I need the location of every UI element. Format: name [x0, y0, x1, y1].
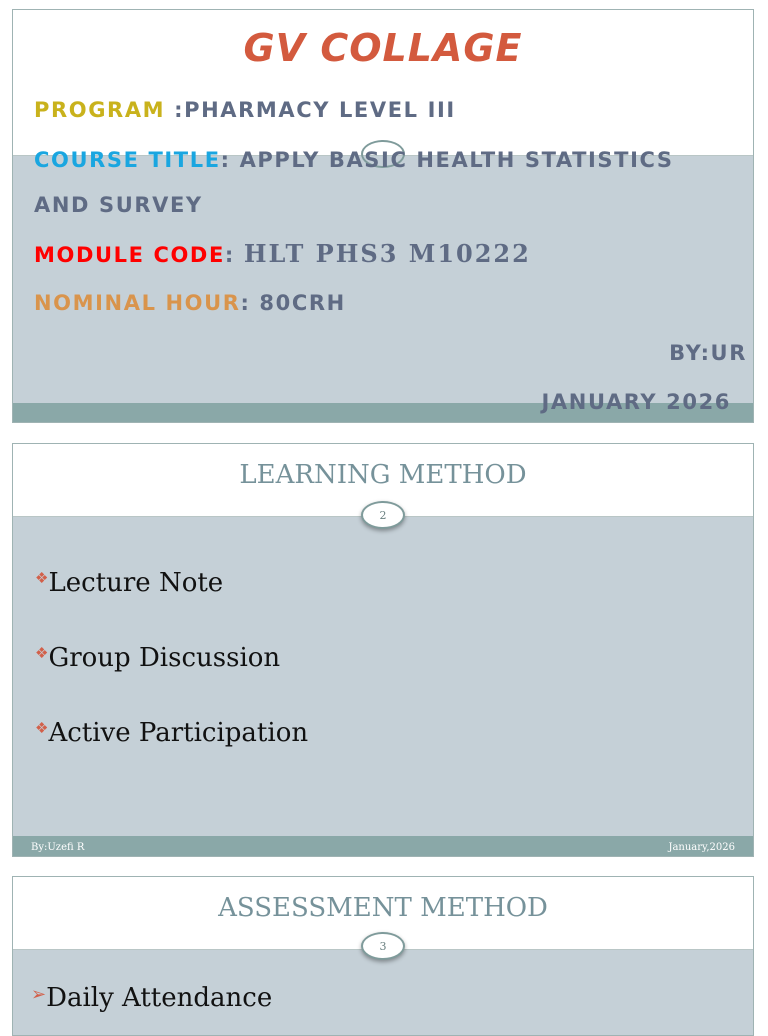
module-line — [34, 239, 745, 268]
diamond-bullet-icon: ❖ — [35, 644, 49, 662]
list-item — [35, 568, 223, 598]
list-item-text: Group Discussion — [48, 643, 281, 673]
course-label: COURSE TITLE — [34, 148, 221, 172]
college-title: GV COLLAGE — [243, 26, 523, 70]
hour-value: : 80CRH — [240, 291, 346, 315]
program-value: :PHARMACY LEVEL III — [165, 98, 456, 122]
module-label: MODULE CODE — [34, 243, 225, 267]
list-item — [35, 718, 308, 748]
program-label: PROGRAM — [34, 98, 166, 122]
date: JANUARY 2026 — [541, 390, 731, 414]
list-item-text: Daily Attendance — [46, 983, 273, 1013]
slide-footer-band — [13, 836, 753, 856]
diamond-bullet-icon: ❖ — [35, 719, 49, 737]
slide-assessment-method — [12, 876, 754, 1036]
list-item — [31, 983, 272, 1013]
slide-number: 3 — [361, 932, 405, 960]
list-item-text: Lecture Note — [48, 568, 224, 598]
hour-label: NOMINAL HOUR — [34, 291, 241, 315]
module-value: HLT PHS3 M10222 — [243, 239, 531, 268]
list-item — [35, 643, 280, 673]
arrow-bullet-icon: ➢ — [31, 984, 47, 1005]
course-value: : APPLY BASIC HEALTH STATISTICS — [220, 148, 674, 172]
hour-line — [34, 291, 745, 315]
author: BY:UR — [669, 341, 747, 365]
diamond-bullet-icon: ❖ — [35, 569, 49, 587]
footer-date: January,2026 — [668, 842, 735, 853]
list-item-text: Active Participation — [48, 718, 309, 748]
slide-title: ASSESSMENT METHOD — [218, 893, 548, 923]
slide-title-page — [12, 9, 754, 423]
slide-learning-method — [12, 443, 754, 857]
program-line — [34, 98, 745, 122]
slide-number: 2 — [361, 501, 405, 529]
course-line — [34, 148, 745, 172]
course-line-2 — [34, 193, 745, 217]
module-separator: : — [224, 243, 244, 267]
slide-title: LEARNING METHOD — [239, 460, 527, 490]
footer-author: By:Uzefi R — [31, 842, 85, 853]
course-value-continued: AND SURVEY — [34, 193, 203, 217]
